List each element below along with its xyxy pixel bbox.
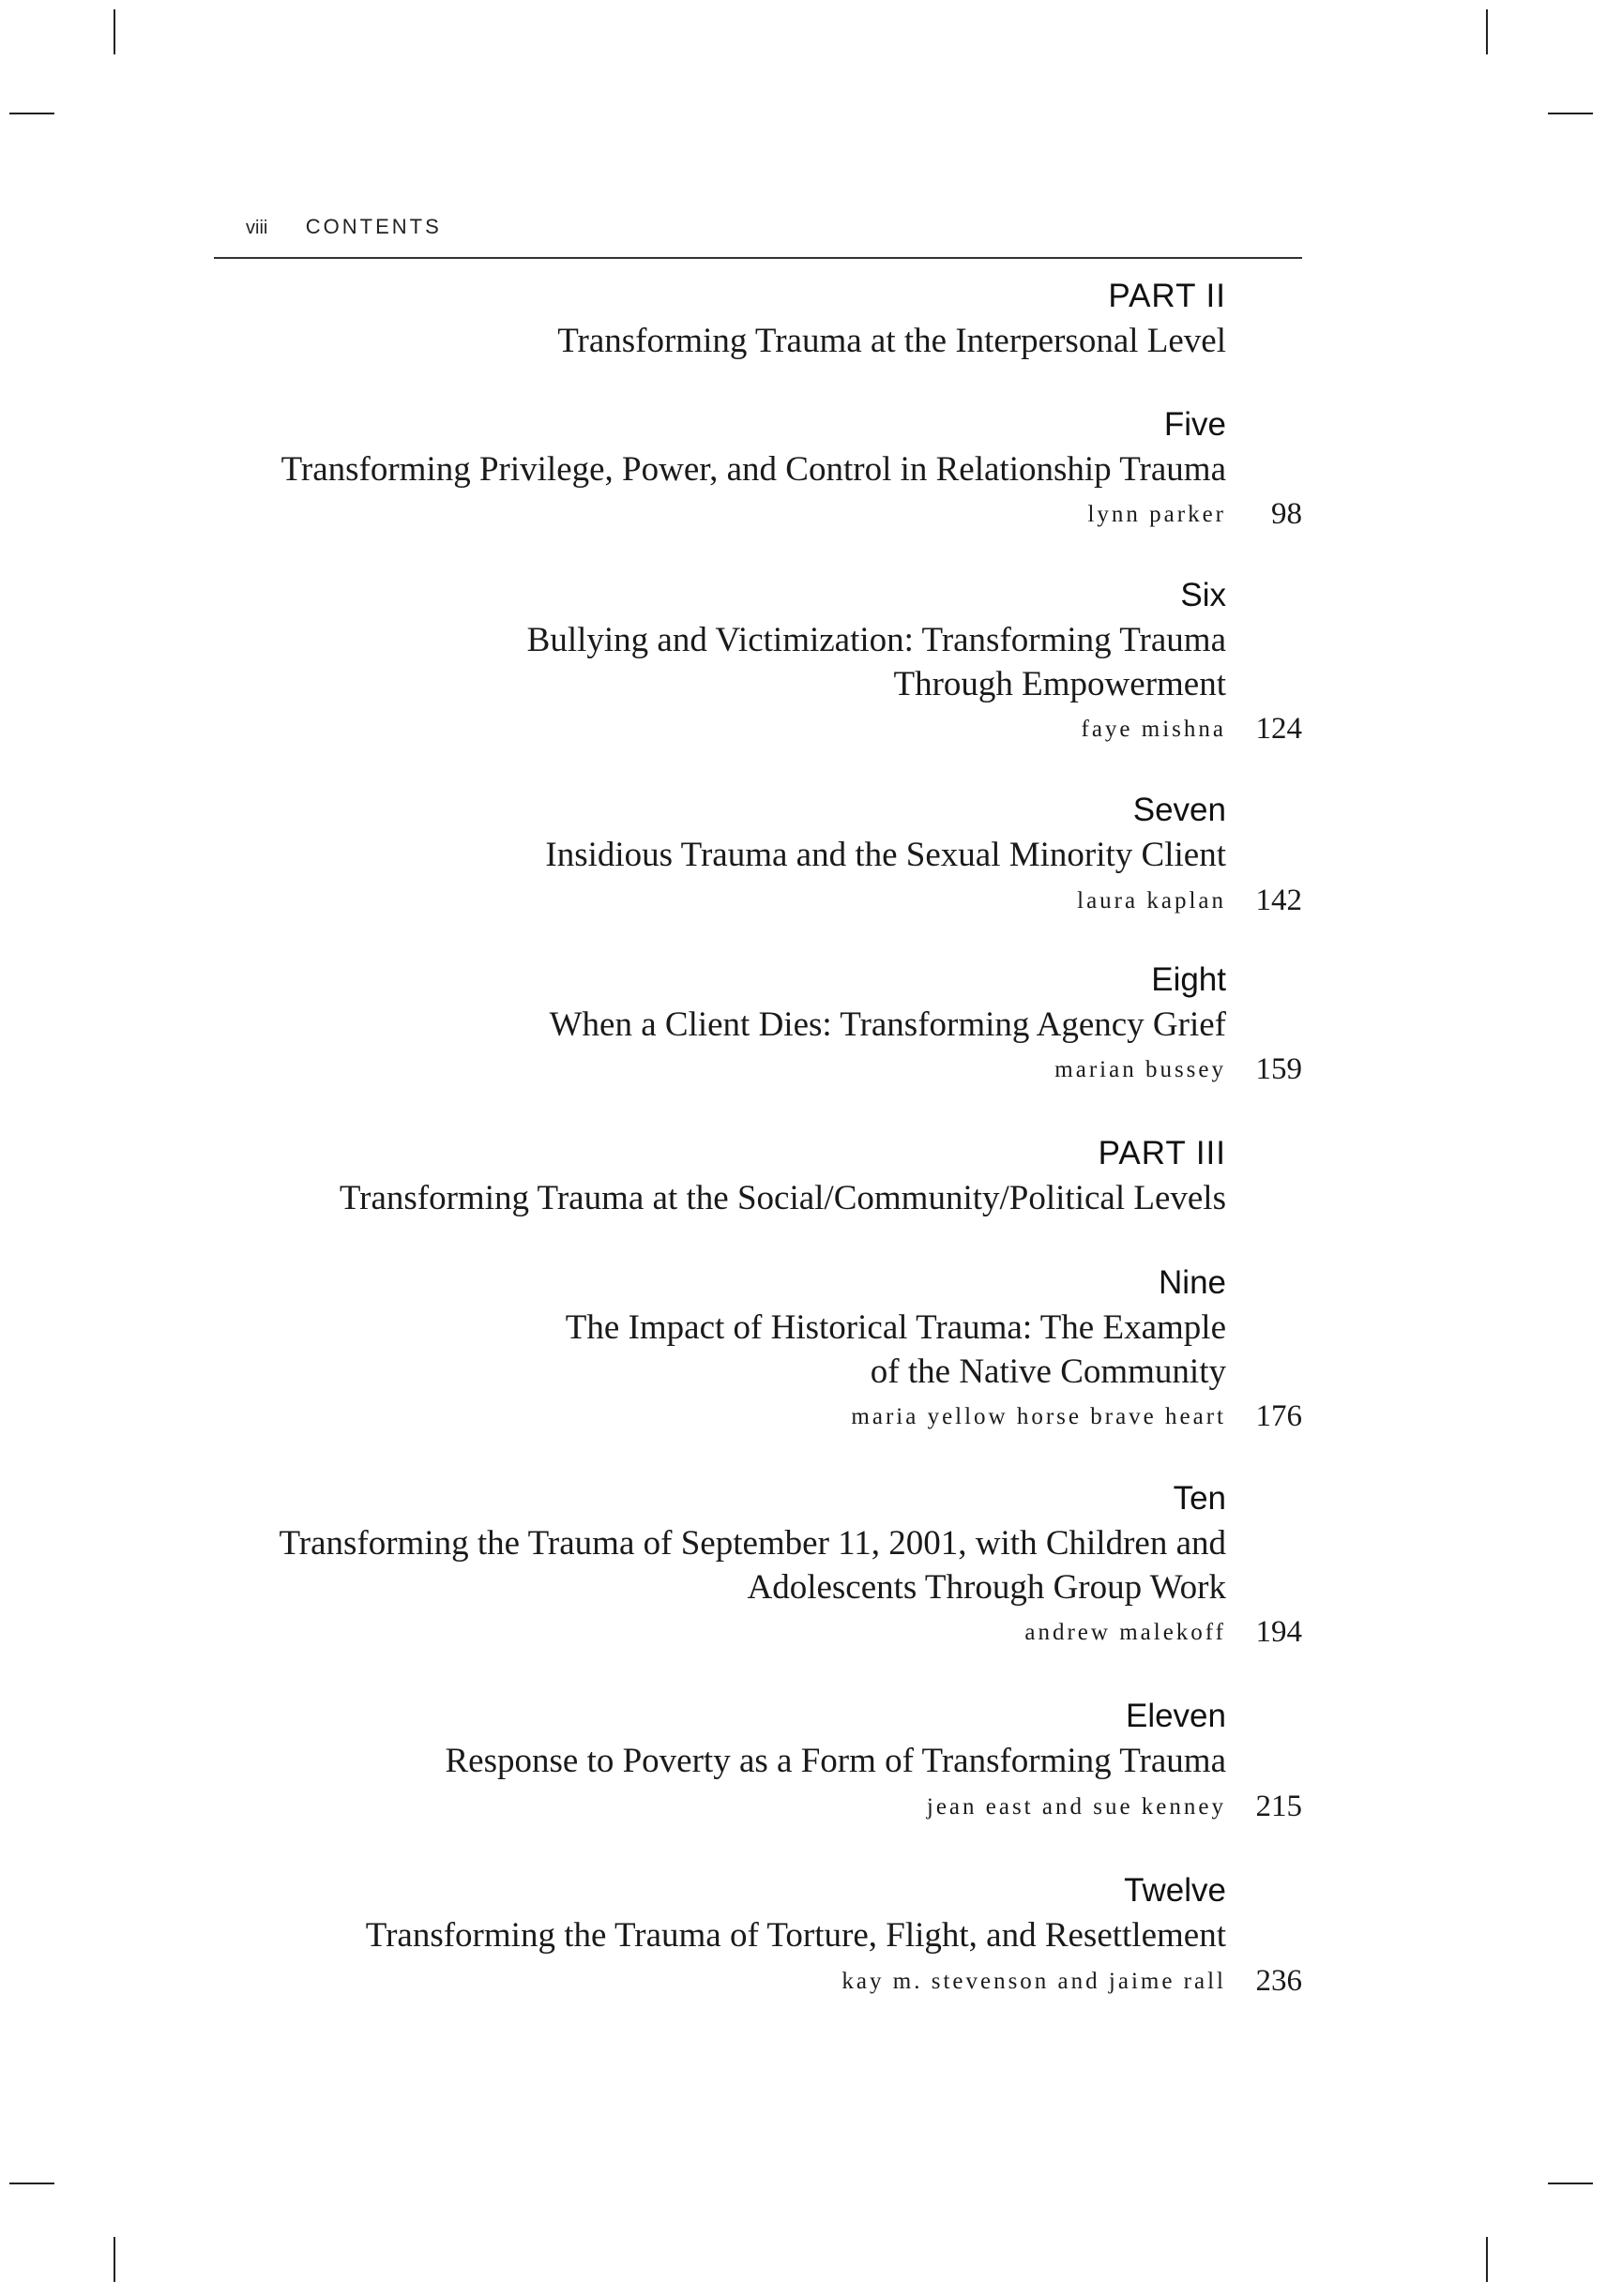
crop-mark-bottom-left xyxy=(114,2237,115,2282)
chapter-11-title[interactable]: Response to Poverty as a Form of Transforming Trauma xyxy=(445,1742,1226,1780)
chapter-7-label[interactable]: Seven xyxy=(1132,792,1226,828)
chapter-6-page[interactable]: 124 xyxy=(1255,712,1302,746)
chapter-7-title[interactable]: Insidious Trauma and the Sexual Minority Client xyxy=(545,836,1226,874)
chapter-5-author: lynn parker xyxy=(1087,502,1226,527)
chapter-9-author: maria yellow horse brave heart xyxy=(851,1404,1226,1429)
chapter-5-title[interactable]: Transforming Privilege, Power, and Control in Relationship Trauma xyxy=(280,450,1226,489)
chapter-12-author: kay m. stevenson and jaime rall xyxy=(841,1969,1226,1994)
chapter-10-title-line-2[interactable]: Adolescents Through Group Work xyxy=(747,1568,1226,1607)
chapter-10-label[interactable]: Ten xyxy=(1173,1480,1226,1517)
chapter-9-label[interactable]: Nine xyxy=(1159,1264,1226,1301)
crop-mark-top-right xyxy=(1486,9,1488,54)
crop-mark-bottom-right-horizontal xyxy=(1548,2183,1593,2184)
chapter-6-title-line-2[interactable]: Through Empowerment xyxy=(893,665,1226,703)
chapter-6-author: faye mishna xyxy=(1081,717,1226,742)
chapter-7-page[interactable]: 142 xyxy=(1255,884,1302,917)
part-2-label[interactable]: PART II xyxy=(1108,278,1226,314)
chapter-11-label[interactable]: Eleven xyxy=(1125,1698,1226,1734)
chapter-9-title-line-1[interactable]: The Impact of Historical Trauma: The Example xyxy=(565,1308,1226,1347)
chapter-8-label[interactable]: Eight xyxy=(1151,961,1226,998)
chapter-5-page[interactable]: 98 xyxy=(1271,497,1302,531)
chapter-10-author: andrew malekoff xyxy=(1024,1620,1226,1645)
chapter-6-title-line-1[interactable]: Bullying and Victimization: Transforming Trauma xyxy=(526,621,1226,659)
part-2-title[interactable]: Transforming Trauma at the Interpersonal Level xyxy=(557,322,1226,360)
chapter-12-label[interactable]: Twelve xyxy=(1124,1872,1226,1909)
crop-mark-top-right-horizontal xyxy=(1548,113,1593,114)
running-head-title: CONTENTS xyxy=(305,215,442,238)
part-3-title[interactable]: Transforming Trauma at the Social/Community/Political Levels xyxy=(339,1179,1226,1217)
chapter-12-page[interactable]: 236 xyxy=(1255,1964,1302,1998)
header-rule xyxy=(214,257,1302,259)
part-3-label[interactable]: PART III xyxy=(1098,1135,1226,1171)
folio: viii xyxy=(246,218,268,238)
crop-mark-bottom-left-horizontal xyxy=(9,2183,54,2184)
chapter-12-title[interactable]: Transforming the Trauma of Torture, Flight, and Resettlement xyxy=(365,1916,1226,1955)
chapter-7-author: laura kaplan xyxy=(1077,888,1226,914)
chapter-8-author: marian bussey xyxy=(1054,1057,1226,1082)
chapter-9-title-line-2[interactable]: of the Native Community xyxy=(870,1352,1226,1391)
chapter-8-page[interactable]: 159 xyxy=(1255,1052,1302,1086)
crop-mark-top-left-horizontal xyxy=(9,113,54,114)
chapter-6-label[interactable]: Six xyxy=(1180,577,1226,613)
chapter-9-page[interactable]: 176 xyxy=(1255,1399,1302,1433)
chapter-11-page[interactable]: 215 xyxy=(1255,1790,1302,1823)
chapter-8-title[interactable]: When a Client Dies: Transforming Agency Grief xyxy=(549,1005,1226,1044)
chapter-5-label[interactable]: Five xyxy=(1163,406,1226,443)
crop-mark-bottom-right xyxy=(1486,2237,1488,2282)
chapter-10-page[interactable]: 194 xyxy=(1255,1615,1302,1649)
running-head xyxy=(246,215,442,239)
crop-mark-top-left xyxy=(114,9,115,54)
chapter-11-author: jean east and sue kenney xyxy=(926,1794,1226,1820)
chapter-10-title-line-1[interactable]: Transforming the Trauma of September 11, 2001, with Children and xyxy=(279,1524,1226,1563)
